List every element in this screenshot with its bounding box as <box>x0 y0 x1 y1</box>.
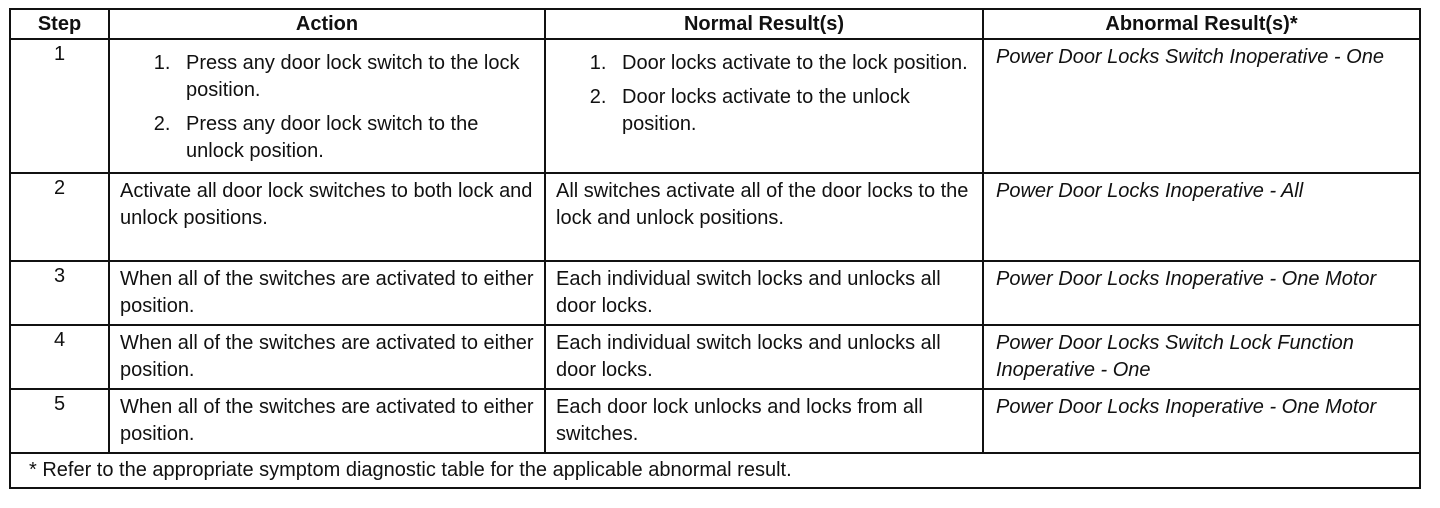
action-list-item: 1. Press any door lock switch to the lock position. <box>176 50 536 104</box>
normal-result-list-item: 2. Door locks activate to the unlock position. <box>612 84 974 138</box>
table-row-step-5 <box>10 389 1420 453</box>
header-step: Step <box>10 9 109 39</box>
action-cell: When all of the switches are activated to either position. <box>109 325 545 389</box>
header-abnormal-results: Abnormal Result(s)* <box>983 9 1420 39</box>
header-action: Action <box>109 9 545 39</box>
action-cell: When all of the switches are activated to either position. <box>109 261 545 325</box>
step-number: 2 <box>10 173 109 261</box>
abnormal-result-cell: Power Door Locks Inoperative - One Motor <box>983 261 1420 325</box>
action-list <box>120 50 536 165</box>
step-number: 4 <box>10 325 109 389</box>
abnormal-result-cell: Power Door Locks Inoperative - One Motor <box>983 389 1420 453</box>
diagnostic-table <box>9 8 1421 489</box>
action-cell: When all of the switches are activated to either position. <box>109 389 545 453</box>
normal-result-list <box>556 50 974 138</box>
action-cell <box>109 39 545 173</box>
normal-result-cell <box>545 39 983 173</box>
step-number: 3 <box>10 261 109 325</box>
header-row <box>10 9 1420 39</box>
header-normal-results: Normal Result(s) <box>545 9 983 39</box>
normal-result-list-item: 1. Door locks activate to the lock position. <box>612 50 974 77</box>
action-cell: Activate all door lock switches to both lock and unlock positions. <box>109 173 545 261</box>
table-row-step-1 <box>10 39 1420 173</box>
normal-result-cell: Each individual switch locks and unlocks all door locks. <box>545 325 983 389</box>
step-number: 1 <box>10 39 109 173</box>
normal-result-cell: Each individual switch locks and unlocks all door locks. <box>545 261 983 325</box>
table-row-step-4 <box>10 325 1420 389</box>
step-number: 5 <box>10 389 109 453</box>
abnormal-result-cell: Power Door Locks Switch Lock Function Inoperative - One <box>983 325 1420 389</box>
abnormal-result-cell: Power Door Locks Inoperative - All <box>983 173 1420 261</box>
action-list-item: 2. Press any door lock switch to the unlock position. <box>176 111 536 165</box>
normal-result-cell: All switches activate all of the door locks to the lock and unlock positions. <box>545 173 983 261</box>
abnormal-result-cell: Power Door Locks Switch Inoperative - One <box>983 39 1420 173</box>
footnote: * Refer to the appropriate symptom diagnostic table for the applicable abnormal result. <box>10 453 1420 488</box>
diagnostic-table-container <box>9 8 1421 489</box>
footnote-row <box>10 453 1420 488</box>
table-row-step-2 <box>10 173 1420 261</box>
table-row-step-3 <box>10 261 1420 325</box>
normal-result-cell: Each door lock unlocks and locks from all switches. <box>545 389 983 453</box>
